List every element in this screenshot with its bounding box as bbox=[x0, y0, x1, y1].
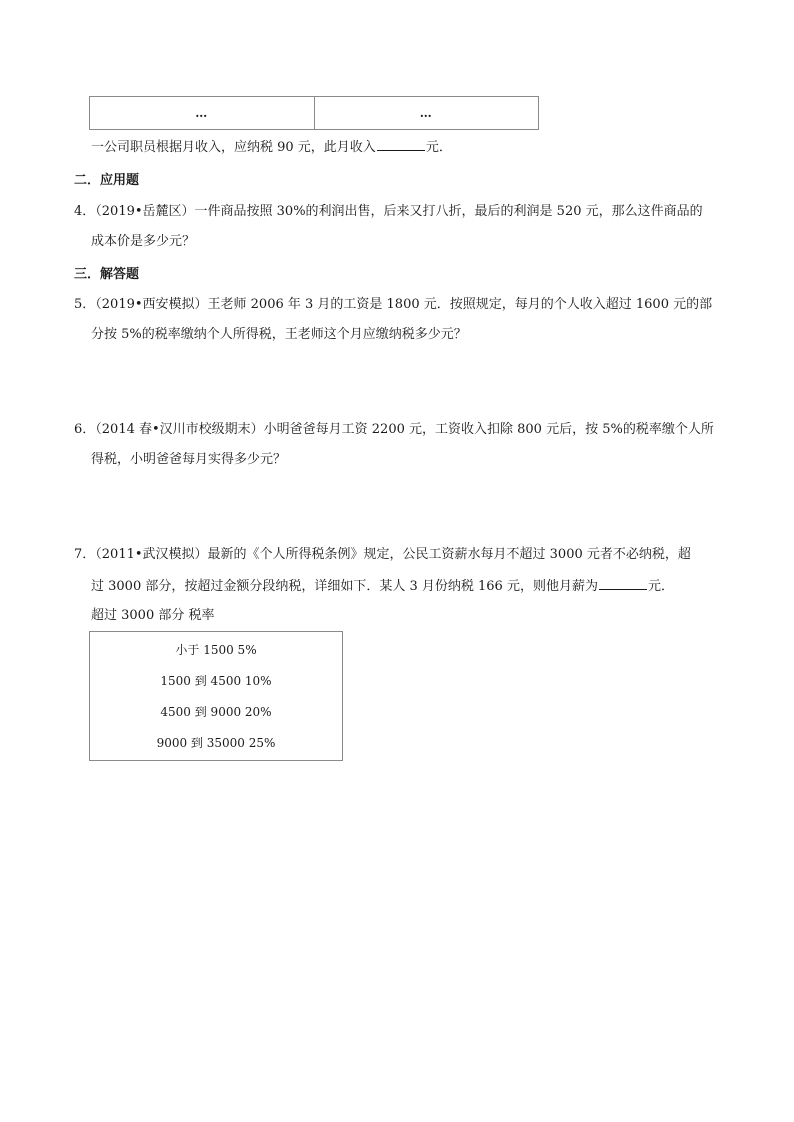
tax-rate-row: 4500 到 9000 20% bbox=[160, 705, 272, 719]
question-6-line-2: 得税，小明爸爸每月实得多少元？ bbox=[91, 452, 287, 467]
tax-rate-row: 1500 到 4500 10% bbox=[160, 674, 272, 688]
question-6-line-1: 6．（2014 春•汉川市校级期末）小明爸爸每月工资 2200 元，工资收入扣除 800 元后，按 5%的税率缴个人所 bbox=[74, 422, 714, 437]
rate-table-caption: 超过 3000 部分 税率 bbox=[91, 608, 215, 623]
question-text: 过 3000 部分，按超过金额分段纳税，详细如下．某人 3 月份纳税 166 元，则他月薪为 bbox=[91, 579, 598, 594]
question-7-line-2 bbox=[91, 577, 674, 596]
table-cell: … bbox=[195, 106, 209, 120]
section-heading-application: 二．应用题 bbox=[74, 173, 140, 188]
top-partial-table bbox=[89, 96, 539, 130]
table-cell: … bbox=[314, 97, 539, 129]
tax-rate-row: 9000 到 35000 25% bbox=[156, 736, 276, 750]
question-3-tail bbox=[91, 138, 452, 157]
question-text: 一公司职员根据月收入，应纳税 90 元，此月收入 bbox=[91, 140, 376, 155]
question-4-line-2: 成本价是多少元？ bbox=[91, 234, 196, 249]
question-4-line-1: 4．（2019•岳麓区）一件商品按照 30%的利润出售，后来又打八折，最后的利润是 520 元，那么这件商品的 bbox=[74, 204, 703, 219]
tax-rate-row: 小于 1500 5% bbox=[175, 643, 257, 657]
question-text: 元． bbox=[425, 140, 452, 155]
question-5-line-1: 5．（2019•西安模拟）王老师 2006 年 3 月的工资是 1800 元．按照规定，每月的个人收入超过 1600 元的部 bbox=[74, 297, 713, 312]
question-text: 元． bbox=[647, 579, 674, 594]
tax-rate-table bbox=[89, 631, 343, 761]
answer-blank[interactable] bbox=[377, 138, 425, 151]
question-7-line-1: 7．（2011•武汉模拟）最新的《个人所得税条例》规定，公民工资薪水每月不超过 3000 元者不必纳税，超 bbox=[74, 547, 691, 562]
section-heading-solution: 三．解答题 bbox=[74, 267, 140, 282]
question-5-line-2: 分按 5%的税率缴纳个人所得税，王老师这个月应缴纳税多少元？ bbox=[91, 327, 467, 342]
answer-blank[interactable] bbox=[599, 577, 647, 590]
